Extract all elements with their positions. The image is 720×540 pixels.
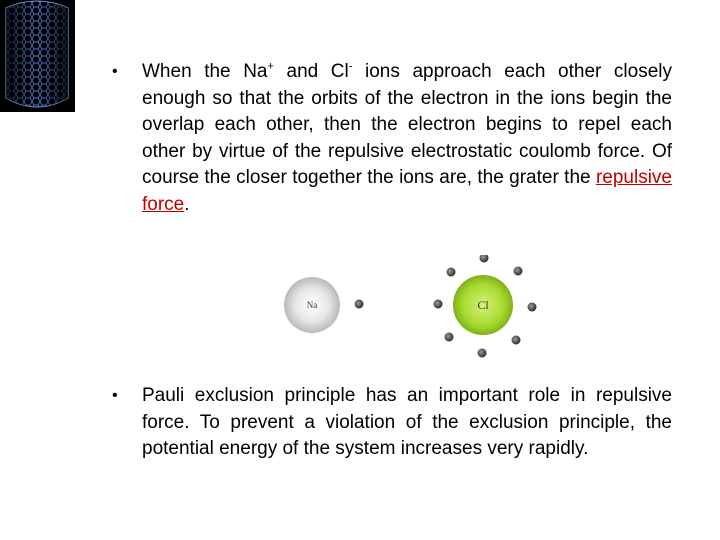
na-electron	[355, 300, 364, 309]
text-segment: and Cl	[273, 61, 349, 82]
repulsive-force-link[interactable]: repulsive force	[142, 167, 672, 215]
na-ion-label: Na	[306, 300, 318, 310]
bullet-marker: •	[112, 387, 118, 404]
cl-electron	[512, 336, 521, 345]
na-charge: +	[267, 60, 274, 73]
cl-electron	[480, 255, 489, 263]
cl-electron	[478, 349, 487, 358]
bullet-repulsion	[112, 59, 672, 218]
ion-diagram	[270, 255, 550, 375]
cl-charge: -	[348, 60, 353, 73]
text-segment: When the Na	[142, 61, 268, 82]
bullet-marker: •	[112, 63, 118, 80]
cl-electron	[434, 300, 443, 309]
cl-electron	[447, 268, 456, 277]
text-segment: ions approach each other closely enough so that the orbits of the electron in the ions begin the overlap each other, then the electron begins to repel each other by virtue of the repulsive electrostatic coulomb force. Of course the closer together the ions are, the grater the	[142, 61, 672, 188]
cl-electron	[528, 303, 537, 312]
cl-electron	[514, 267, 523, 276]
text-segment: .	[184, 193, 190, 215]
bullet-repulsion-text	[142, 59, 672, 218]
bullet-pauli	[112, 383, 672, 463]
cl-electron	[445, 333, 454, 342]
carbon-nanotube-icon	[0, 0, 75, 112]
cl-ion-label: Cl	[477, 298, 489, 312]
bullet-pauli-text: Pauli exclusion principle has an important role in repulsive force. To prevent a violation of the exclusion principle, the potential energy of the system increases very rapidly.	[142, 385, 672, 459]
